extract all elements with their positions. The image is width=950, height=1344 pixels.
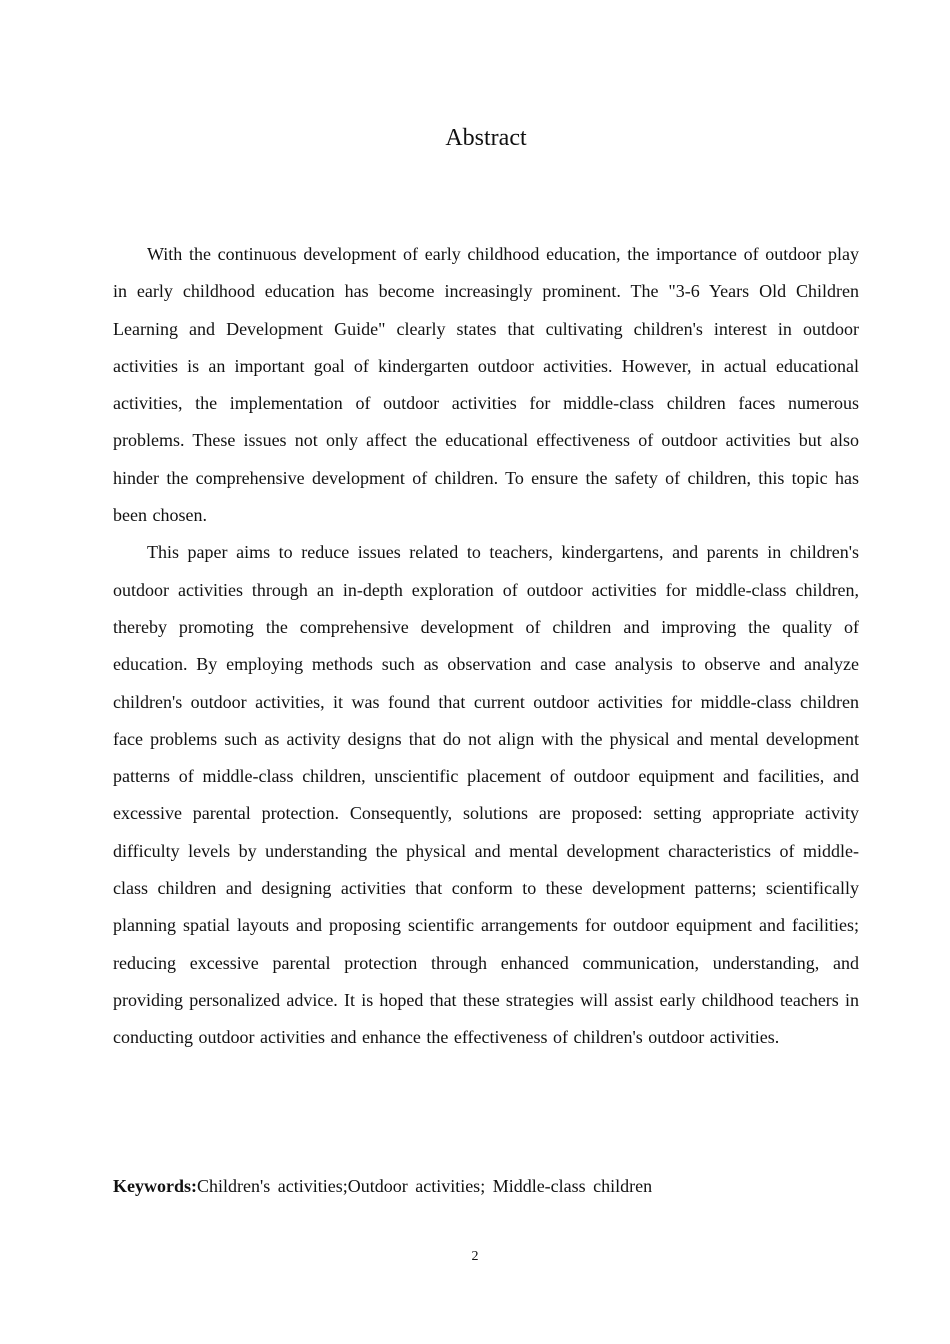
abstract-title: Abstract [445, 125, 527, 151]
abstract-paragraph-2: This paper aims to reduce issues related to teachers, kindergartens, and parents in children's outdoor activities through an in-depth exploration of outdoor activities for middle-class children, thereby promoting the comprehensive development of children and improving the quality of education. By employing methods such as observation and case analysis to observe and analyze children's outdoor activities, it was found that current outdoor activities for middle-class children face problems such as activity designs that do not align with the physical and mental development patterns of middle-class children, unscientific placement of outdoor equipment and facilities, and excessive parental protection. Consequently, solutions are proposed: setting appropriate activity difficulty levels by understanding the physical and mental development characteristics of middle-class children and designing activities that conform to these development patterns; scientifically planning spatial layouts and proposing scientific arrangements for outdoor equipment and facilities; reducing excessive parental protection through enhanced communication, understanding, and providing personalized advice. It is hoped that these strategies will assist early childhood teachers in conducting outdoor activities and enhance the effectiveness of children's outdoor activities. [113, 542, 859, 1048]
page-number: 2 [471, 1249, 479, 1264]
keywords-value: Children's activities;Outdoor activities; Middle-class children [197, 1176, 653, 1196]
keywords-label: Keywords: [113, 1176, 197, 1196]
keywords-line [113, 1170, 859, 1202]
abstract-body [113, 236, 859, 1057]
abstract-paragraph-1: With the continuous development of early childhood education, the importance of outdoor play in early childhood education has become increasingly prominent. The "3-6 Years Old Children Learning and Development Guide" clearly states that cultivating children's interest in outdoor activities is an important goal of kindergarten outdoor activities. However, in actual educational activities, the implementation of outdoor activities for middle-class children faces numerous problems. These issues not only affect the educational effectiveness of outdoor activities but also hinder the comprehensive development of children. To ensure the safety of children, this topic has been chosen. [113, 244, 859, 526]
